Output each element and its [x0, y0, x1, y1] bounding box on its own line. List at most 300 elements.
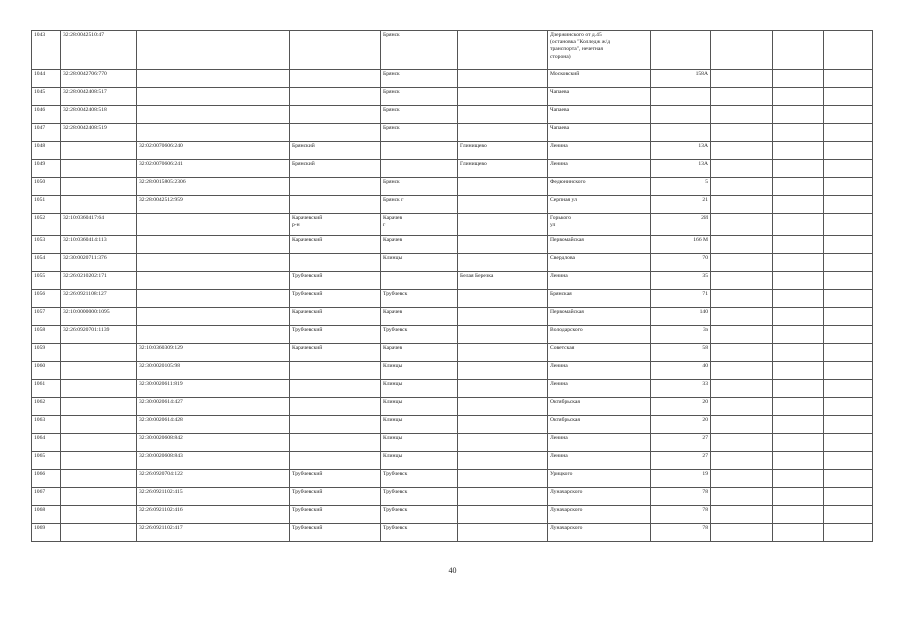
district: Трубчевский	[290, 488, 381, 506]
street: Ленина	[548, 142, 651, 160]
empty-cell	[711, 308, 773, 326]
city: Карачев г	[381, 214, 458, 236]
street: Октябрьская	[548, 398, 651, 416]
street: Федюнинского	[548, 178, 651, 196]
table-row	[32, 434, 873, 452]
settlement	[458, 524, 548, 542]
street: Советская	[548, 344, 651, 362]
cadastral-number-land: 32:10:0360309:129	[137, 344, 290, 362]
row-number: 1050	[32, 178, 61, 196]
city: Клинцы	[381, 380, 458, 398]
house-number: 140	[651, 308, 711, 326]
district	[290, 452, 381, 470]
empty-cell	[773, 70, 824, 88]
table-row	[32, 106, 873, 124]
empty-cell	[824, 124, 873, 142]
city: Трубчевск	[381, 326, 458, 344]
empty-cell	[711, 236, 773, 254]
cadastral-number-building	[61, 416, 137, 434]
settlement	[458, 326, 548, 344]
city: Брянск	[381, 124, 458, 142]
cadastral-number-land	[137, 31, 290, 70]
cadastral-number-land: 32:30:0020614:428	[137, 416, 290, 434]
house-number: 78	[651, 524, 711, 542]
empty-cell	[773, 398, 824, 416]
district: Карачевский	[290, 236, 381, 254]
empty-cell	[773, 362, 824, 380]
empty-cell	[711, 31, 773, 70]
table-row	[32, 124, 873, 142]
empty-cell	[711, 470, 773, 488]
house-number: 40	[651, 362, 711, 380]
empty-cell	[824, 31, 873, 70]
empty-cell	[711, 106, 773, 124]
settlement	[458, 254, 548, 272]
cadastral-number-land: 32:30:0020611:819	[137, 380, 290, 398]
house-number: 71	[651, 290, 711, 308]
row-number: 1058	[32, 326, 61, 344]
city: Карачев	[381, 344, 458, 362]
district: Трубчевский	[290, 524, 381, 542]
row-number: 1047	[32, 124, 61, 142]
empty-cell	[824, 160, 873, 178]
cadastral-number-building: 32:10:0360414:113	[61, 236, 137, 254]
street: Ленина	[548, 362, 651, 380]
cadastral-number-land	[137, 88, 290, 106]
empty-cell	[711, 290, 773, 308]
cadastral-number-building	[61, 470, 137, 488]
house-number: 78	[651, 488, 711, 506]
district	[290, 416, 381, 434]
street: Ленина	[548, 452, 651, 470]
empty-cell	[711, 344, 773, 362]
empty-cell	[773, 31, 824, 70]
street: Октябрьская	[548, 416, 651, 434]
cadastral-number-building: 32:28:0042706:770	[61, 70, 137, 88]
cadastral-number-building	[61, 344, 137, 362]
row-number: 1056	[32, 290, 61, 308]
table-row	[32, 380, 873, 398]
cadastral-number-land: 32:30:0020608:842	[137, 434, 290, 452]
cadastral-number-land: 32:30:0020608:843	[137, 452, 290, 470]
city: Клинцы	[381, 434, 458, 452]
street: Чапаева	[548, 106, 651, 124]
empty-cell	[773, 488, 824, 506]
empty-cell	[773, 452, 824, 470]
cadastral-number-building	[61, 506, 137, 524]
empty-cell	[824, 416, 873, 434]
empty-cell	[711, 326, 773, 344]
district	[290, 434, 381, 452]
cadastral-number-building	[61, 452, 137, 470]
street: Урицкого	[548, 470, 651, 488]
empty-cell	[824, 434, 873, 452]
table-row	[32, 398, 873, 416]
empty-cell	[773, 236, 824, 254]
table-row	[32, 326, 873, 344]
table-row	[32, 236, 873, 254]
table-row	[32, 362, 873, 380]
street: Свердлова	[548, 254, 651, 272]
empty-cell	[824, 488, 873, 506]
cadastral-number-land	[137, 106, 290, 124]
street: Первомайская	[548, 308, 651, 326]
settlement: Белая Березка	[458, 272, 548, 290]
cadastral-number-land	[137, 70, 290, 88]
cadastral-number-land	[137, 272, 290, 290]
empty-cell	[773, 344, 824, 362]
district	[290, 124, 381, 142]
street: Чапаева	[548, 124, 651, 142]
settlement: Глинищево	[458, 142, 548, 160]
empty-cell	[711, 506, 773, 524]
house-number: 20	[651, 416, 711, 434]
street: Володарского	[548, 326, 651, 344]
district	[290, 362, 381, 380]
district: Карачевский	[290, 308, 381, 326]
empty-cell	[773, 214, 824, 236]
district: Карачевский р-н	[290, 214, 381, 236]
settlement	[458, 236, 548, 254]
district	[290, 106, 381, 124]
empty-cell	[711, 380, 773, 398]
row-number: 1062	[32, 398, 61, 416]
empty-cell	[711, 254, 773, 272]
cadastral-number-land	[137, 290, 290, 308]
cadastral-number-building	[61, 362, 137, 380]
house-number: 13А	[651, 160, 711, 178]
empty-cell	[773, 470, 824, 488]
row-number: 1052	[32, 214, 61, 236]
house-number: 21	[651, 196, 711, 214]
city: Брянск	[381, 70, 458, 88]
empty-cell	[773, 434, 824, 452]
empty-cell	[824, 362, 873, 380]
city	[381, 160, 458, 178]
empty-cell	[711, 142, 773, 160]
city: Карачев	[381, 308, 458, 326]
register-body	[32, 31, 873, 542]
settlement	[458, 31, 548, 70]
cadastral-number-building: 32:10:0360417:64	[61, 214, 137, 236]
city: Клинцы	[381, 416, 458, 434]
empty-cell	[824, 272, 873, 290]
district: Брянский	[290, 142, 381, 160]
house-number: 33	[651, 380, 711, 398]
empty-cell	[711, 272, 773, 290]
district: Трубчевский	[290, 326, 381, 344]
street: Чапаева	[548, 88, 651, 106]
street: Ленина	[548, 380, 651, 398]
empty-cell	[773, 524, 824, 542]
settlement	[458, 470, 548, 488]
empty-cell	[711, 196, 773, 214]
street: Луначарского	[548, 488, 651, 506]
table-row	[32, 344, 873, 362]
cadastral-number-land	[137, 326, 290, 344]
street: Московский	[548, 70, 651, 88]
row-number: 1057	[32, 308, 61, 326]
row-number: 1051	[32, 196, 61, 214]
empty-cell	[824, 506, 873, 524]
empty-cell	[824, 290, 873, 308]
settlement	[458, 380, 548, 398]
district	[290, 254, 381, 272]
house-number: 27	[651, 452, 711, 470]
district: Трубчевский	[290, 506, 381, 524]
empty-cell	[711, 452, 773, 470]
cadastral-number-building	[61, 142, 137, 160]
empty-cell	[773, 416, 824, 434]
house-number: 158А	[651, 70, 711, 88]
house-number: 3з	[651, 326, 711, 344]
row-number: 1068	[32, 506, 61, 524]
empty-cell	[824, 398, 873, 416]
page-number: 40	[448, 566, 457, 575]
house-number: 19	[651, 470, 711, 488]
city: Клинцы	[381, 398, 458, 416]
city: Брянск	[381, 178, 458, 196]
district: Карачевский	[290, 344, 381, 362]
district	[290, 196, 381, 214]
district	[290, 70, 381, 88]
house-number: 35	[651, 272, 711, 290]
settlement: Глинищево	[458, 160, 548, 178]
house-number: 78	[651, 506, 711, 524]
house-number: 5	[651, 178, 711, 196]
row-number: 1048	[32, 142, 61, 160]
empty-cell	[824, 196, 873, 214]
empty-cell	[824, 452, 873, 470]
empty-cell	[824, 308, 873, 326]
empty-cell	[824, 70, 873, 88]
settlement	[458, 416, 548, 434]
table-row	[32, 290, 873, 308]
house-number: 58	[651, 344, 711, 362]
city: Клинцы	[381, 254, 458, 272]
street: Луначарского	[548, 506, 651, 524]
settlement	[458, 452, 548, 470]
table-row	[32, 254, 873, 272]
row-number: 1043	[32, 31, 61, 70]
table-row	[32, 196, 873, 214]
street: Ленина	[548, 272, 651, 290]
row-number: 1059	[32, 344, 61, 362]
row-number: 1046	[32, 106, 61, 124]
empty-cell	[711, 160, 773, 178]
row-number: 1069	[32, 524, 61, 542]
empty-cell	[711, 88, 773, 106]
table-row	[32, 452, 873, 470]
row-number: 1061	[32, 380, 61, 398]
settlement	[458, 398, 548, 416]
house-number: 2И	[651, 214, 711, 236]
cadastral-number-land: 32:02:0070606:241	[137, 160, 290, 178]
settlement	[458, 308, 548, 326]
table-row	[32, 272, 873, 290]
table-row	[32, 470, 873, 488]
district	[290, 88, 381, 106]
city: Брянск	[381, 88, 458, 106]
cadastral-number-land: 32:26:0921102:416	[137, 506, 290, 524]
settlement	[458, 506, 548, 524]
cadastral-number-land	[137, 308, 290, 326]
district	[290, 178, 381, 196]
city: Карачев	[381, 236, 458, 254]
settlement	[458, 124, 548, 142]
district: Трубчевский	[290, 272, 381, 290]
cadastral-number-building	[61, 178, 137, 196]
house-number	[651, 88, 711, 106]
empty-cell	[711, 434, 773, 452]
cadastral-number-land: 32:28:0042512:959	[137, 196, 290, 214]
row-number: 1060	[32, 362, 61, 380]
house-number	[651, 124, 711, 142]
row-number: 1066	[32, 470, 61, 488]
table-row	[32, 178, 873, 196]
house-number: 20	[651, 398, 711, 416]
empty-cell	[824, 380, 873, 398]
street: Горького ул	[548, 214, 651, 236]
settlement	[458, 344, 548, 362]
table-row	[32, 142, 873, 160]
cadastral-number-building	[61, 380, 137, 398]
district: Брянский	[290, 160, 381, 178]
empty-cell	[711, 524, 773, 542]
cadastral-number-building: 32:28:0042408:519	[61, 124, 137, 142]
empty-cell	[711, 488, 773, 506]
settlement	[458, 362, 548, 380]
row-number: 1044	[32, 70, 61, 88]
empty-cell	[773, 106, 824, 124]
cadastral-number-land	[137, 124, 290, 142]
empty-cell	[824, 106, 873, 124]
settlement	[458, 88, 548, 106]
settlement	[458, 70, 548, 88]
cadastral-number-building: 32:10:0000000:1095	[61, 308, 137, 326]
district: Трубчевский	[290, 470, 381, 488]
empty-cell	[773, 178, 824, 196]
cadastral-number-building: 32:28:0042408:517	[61, 88, 137, 106]
cadastral-number-building	[61, 398, 137, 416]
empty-cell	[773, 142, 824, 160]
empty-cell	[824, 470, 873, 488]
cadastral-number-building: 32:28:0042408:518	[61, 106, 137, 124]
row-number: 1049	[32, 160, 61, 178]
empty-cell	[824, 326, 873, 344]
cadastral-number-building: 32:26:0921108:127	[61, 290, 137, 308]
cadastral-number-land: 32:26:0920704:122	[137, 470, 290, 488]
empty-cell	[773, 290, 824, 308]
street: Ленина	[548, 160, 651, 178]
city: Брянск	[381, 106, 458, 124]
cadastral-number-building	[61, 524, 137, 542]
empty-cell	[773, 88, 824, 106]
empty-cell	[773, 124, 824, 142]
table-row	[32, 524, 873, 542]
cadastral-number-land	[137, 214, 290, 236]
row-number: 1065	[32, 452, 61, 470]
street: Брянская	[548, 290, 651, 308]
city: Клинцы	[381, 362, 458, 380]
cadastral-number-land: 32:30:0020614:427	[137, 398, 290, 416]
empty-cell	[824, 178, 873, 196]
cadastral-number-land	[137, 254, 290, 272]
empty-cell	[711, 178, 773, 196]
empty-cell	[773, 326, 824, 344]
house-number: 27	[651, 434, 711, 452]
city: Трубчевск	[381, 506, 458, 524]
house-number: 166 М	[651, 236, 711, 254]
empty-cell	[711, 416, 773, 434]
street: Первомайская	[548, 236, 651, 254]
table-row	[32, 160, 873, 178]
city	[381, 142, 458, 160]
empty-cell	[824, 236, 873, 254]
table-row	[32, 308, 873, 326]
house-number	[651, 106, 711, 124]
house-number: 13А	[651, 142, 711, 160]
table-row	[32, 31, 873, 70]
city	[381, 272, 458, 290]
district	[290, 398, 381, 416]
empty-cell	[711, 124, 773, 142]
street: Ленина	[548, 434, 651, 452]
table-row	[32, 70, 873, 88]
settlement	[458, 106, 548, 124]
cadastral-number-building: 32:30:0020711:376	[61, 254, 137, 272]
district: Трубчевский	[290, 290, 381, 308]
city: Брянск г	[381, 196, 458, 214]
empty-cell	[773, 196, 824, 214]
cadastral-number-land: 32:26:0921102:415	[137, 488, 290, 506]
cadastral-number-building	[61, 434, 137, 452]
cadastral-number-building: 32:28:0042510:47	[61, 31, 137, 70]
empty-cell	[773, 160, 824, 178]
empty-cell	[824, 524, 873, 542]
table-row	[32, 488, 873, 506]
settlement	[458, 178, 548, 196]
street: Дзержинского от д.45 (остановка "Колледж ж/д транспорта", нечетная сторона)	[548, 31, 651, 70]
city: Клинцы	[381, 452, 458, 470]
empty-cell	[773, 254, 824, 272]
district	[290, 31, 381, 70]
city: Брянск	[381, 31, 458, 70]
cadastral-number-land: 32:02:0070606:240	[137, 142, 290, 160]
city: Трубчевск	[381, 290, 458, 308]
street: Серпная ул	[548, 196, 651, 214]
row-number: 1055	[32, 272, 61, 290]
settlement	[458, 434, 548, 452]
row-number: 1063	[32, 416, 61, 434]
cadastral-number-building	[61, 160, 137, 178]
cadastral-number-land: 32:26:0921102:417	[137, 524, 290, 542]
district	[290, 380, 381, 398]
table-row	[32, 214, 873, 236]
cadastral-number-building: 32:26:0920701:1139	[61, 326, 137, 344]
row-number: 1045	[32, 88, 61, 106]
empty-cell	[773, 506, 824, 524]
cadastral-number-land	[137, 236, 290, 254]
empty-cell	[773, 272, 824, 290]
settlement	[458, 196, 548, 214]
cadastral-number-land: 32:28:0015805:2306	[137, 178, 290, 196]
city: Трубчевск	[381, 470, 458, 488]
empty-cell	[711, 70, 773, 88]
cadastral-number-building	[61, 488, 137, 506]
street: Луначарского	[548, 524, 651, 542]
empty-cell	[711, 398, 773, 416]
